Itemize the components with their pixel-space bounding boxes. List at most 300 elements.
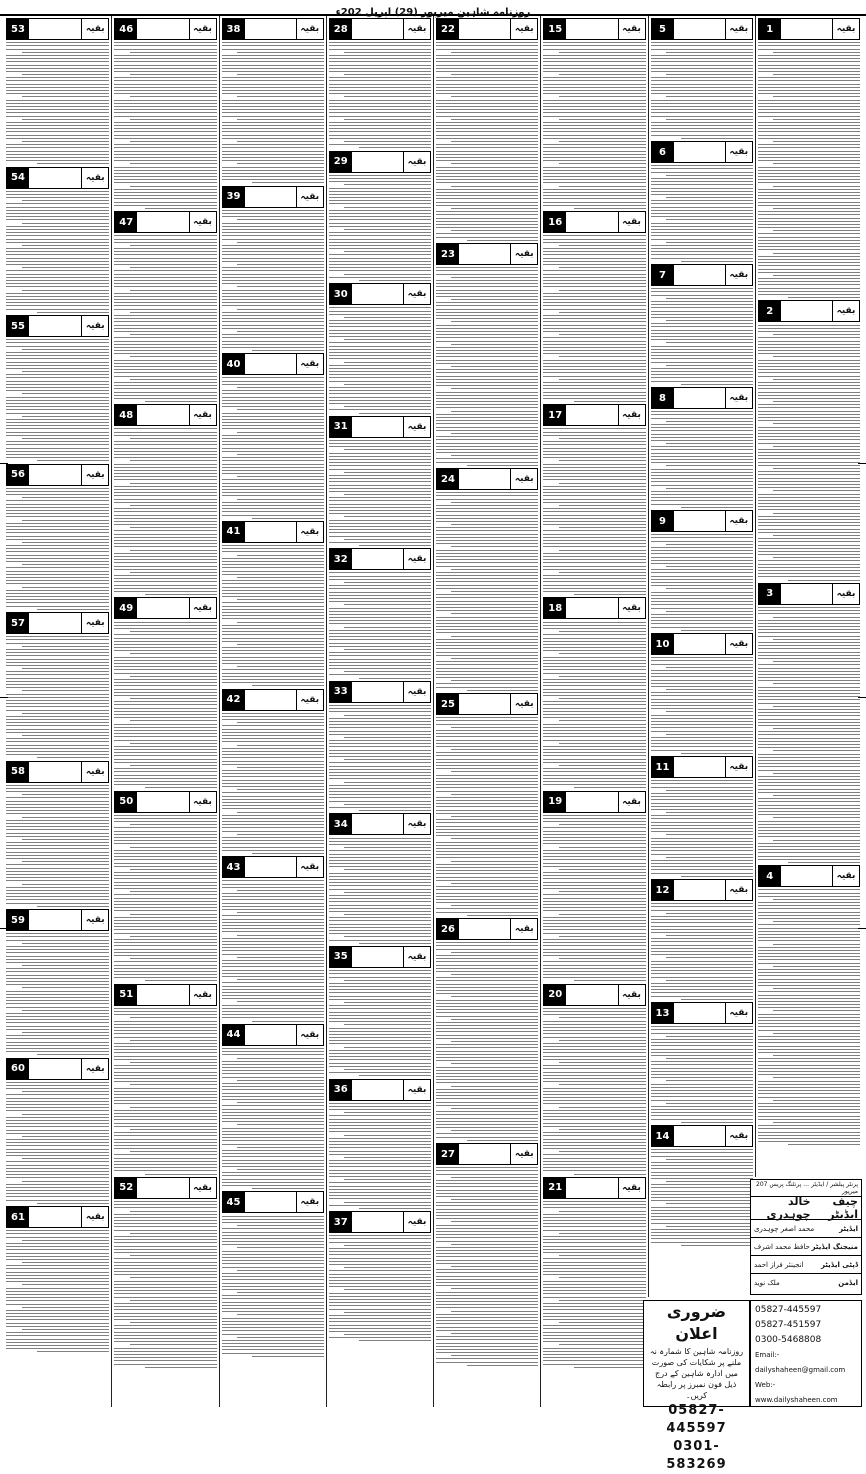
continuation-item <box>651 879 753 1000</box>
continuation-item <box>436 468 538 691</box>
continuation-item <box>543 984 645 1175</box>
body-text-lines <box>222 880 324 1021</box>
continuation-header <box>651 633 753 655</box>
item-label: بقیہ <box>832 301 859 321</box>
item-label: بقیہ <box>81 613 108 633</box>
item-number: 35 <box>330 947 352 967</box>
continuation-item <box>222 1191 324 1356</box>
item-number: 24 <box>437 469 459 489</box>
body-text-lines <box>543 622 645 789</box>
continuation-item <box>114 211 216 402</box>
item-number: 26 <box>437 919 459 939</box>
body-text-lines <box>758 325 860 581</box>
news-column <box>540 16 647 1407</box>
body-text-lines <box>543 1008 645 1175</box>
notice-body: روزنامہ شاہین کا شمارہ نہ ملنے پر شکایات کی صورت میں ادارہ شاہین کے درج ذیل فون نمبرز پر رابطہ کریں۔ <box>649 1347 744 1400</box>
continuation-header <box>329 548 431 570</box>
body-text-lines <box>329 175 431 281</box>
body-text-lines <box>329 1103 431 1209</box>
continuation-header <box>6 1058 109 1080</box>
continuation-header <box>651 387 753 409</box>
body-text-lines <box>222 377 324 518</box>
item-label: بقیہ <box>403 1212 430 1232</box>
continuation-item <box>543 18 645 209</box>
item-number: 51 <box>115 985 137 1005</box>
continuation-item <box>6 1206 109 1352</box>
item-label: بقیہ <box>296 857 323 877</box>
continuation-header <box>436 693 538 715</box>
body-text-lines <box>651 1149 753 1246</box>
item-label: بقیہ <box>510 244 537 264</box>
item-number: 29 <box>330 152 352 172</box>
continuation-item <box>114 18 216 209</box>
item-label: بقیہ <box>403 152 430 172</box>
item-label: بقیہ <box>81 1207 108 1227</box>
item-number: 32 <box>330 549 352 569</box>
body-text-lines <box>6 42 109 164</box>
item-number: 10 <box>652 634 674 654</box>
item-label: بقیہ <box>510 469 537 489</box>
continuation-header <box>114 984 216 1006</box>
item-label: بقیہ <box>618 212 645 232</box>
item-label: بقیہ <box>725 511 752 531</box>
body-text-lines <box>436 267 538 466</box>
item-number: 12 <box>652 880 674 900</box>
continuation-item <box>651 264 753 385</box>
credits-name: ملک نوید <box>754 1278 780 1287</box>
item-label: بقیہ <box>618 985 645 1005</box>
continuation-header <box>543 597 645 619</box>
continuation-header <box>329 416 431 438</box>
item-label: بقیہ <box>81 465 108 485</box>
item-label: بقیہ <box>189 985 216 1005</box>
item-number: 5 <box>652 19 674 39</box>
item-label: بقیہ <box>296 354 323 374</box>
continuation-header <box>222 1024 324 1046</box>
continuation-header <box>758 583 860 605</box>
item-number: 49 <box>115 598 137 618</box>
body-text-lines <box>329 838 431 944</box>
body-text-lines <box>6 191 109 313</box>
body-text-lines <box>651 288 753 385</box>
item-number: 54 <box>7 168 29 188</box>
item-label: بقیہ <box>189 1178 216 1198</box>
continuation-item <box>543 597 645 788</box>
credits-name: انجینئر فراز احمد <box>754 1260 804 1269</box>
continuation-item <box>114 597 216 788</box>
item-label: بقیہ <box>618 19 645 39</box>
continuation-item <box>114 791 216 982</box>
body-text-lines <box>114 622 216 789</box>
credits-intro: پرنٹر پبلشر / ایڈیٹر … پرنٹنگ پریس 207 میرپور <box>751 1180 861 1197</box>
credits-role: ڈپٹی ایڈیٹر <box>820 1260 858 1269</box>
body-text-lines <box>222 1216 324 1357</box>
credits-name: خالد چوہدری <box>766 1195 811 1221</box>
item-number: 1 <box>759 19 781 39</box>
masthead <box>0 0 866 16</box>
item-number: 55 <box>7 316 29 336</box>
body-text-lines <box>222 545 324 686</box>
body-text-lines <box>436 942 538 1141</box>
body-text-lines <box>543 1201 645 1368</box>
item-number: 42 <box>223 690 245 710</box>
body-text-lines <box>329 1235 431 1341</box>
body-text-lines <box>543 428 645 595</box>
continuation-item <box>222 1024 324 1189</box>
item-label: بقیہ <box>296 187 323 207</box>
continuation-header <box>329 813 431 835</box>
credits-role: ایڈیٹر <box>839 1224 858 1233</box>
continuation-header <box>436 468 538 490</box>
cut-mark <box>0 463 8 464</box>
item-label: بقیہ <box>725 1003 752 1023</box>
item-number: 15 <box>544 19 566 39</box>
continuation-item <box>329 681 431 811</box>
item-number: 17 <box>544 405 566 425</box>
body-text-lines <box>651 780 753 877</box>
item-number: 44 <box>223 1025 245 1045</box>
continuation-item <box>329 283 431 413</box>
continuation-header <box>543 404 645 426</box>
item-label: بقیہ <box>725 757 752 777</box>
continuation-item <box>436 18 538 241</box>
cut-mark <box>858 928 866 929</box>
item-number: 6 <box>652 142 674 162</box>
item-number: 45 <box>223 1192 245 1212</box>
continuation-item <box>758 865 860 1145</box>
continuation-item <box>329 946 431 1076</box>
continuation-item <box>758 18 860 298</box>
item-number: 33 <box>330 682 352 702</box>
continuation-item <box>222 18 324 183</box>
item-label: بقیہ <box>296 690 323 710</box>
body-text-lines <box>436 717 538 916</box>
editorial-credits <box>750 1179 862 1295</box>
continuation-item <box>114 1177 216 1368</box>
continuation-header <box>6 315 109 337</box>
item-label: بقیہ <box>832 584 859 604</box>
item-label: بقیہ <box>725 142 752 162</box>
body-text-lines <box>6 933 109 1055</box>
continuation-item <box>758 300 860 580</box>
continuation-item <box>222 353 324 518</box>
continuation-item <box>651 387 753 508</box>
news-column <box>326 16 433 1407</box>
continuation-item <box>329 813 431 943</box>
item-number: 59 <box>7 910 29 930</box>
news-column <box>111 16 218 1407</box>
continuation-header <box>651 141 753 163</box>
continuation-header <box>6 18 109 40</box>
item-label: بقیہ <box>189 598 216 618</box>
body-text-lines <box>651 534 753 631</box>
item-label: بقیہ <box>81 316 108 336</box>
credits-row <box>751 1274 861 1291</box>
continuation-item <box>436 918 538 1141</box>
continuation-item <box>651 510 753 631</box>
continuation-header <box>6 761 109 783</box>
continuation-header <box>114 597 216 619</box>
item-number: 2 <box>759 301 781 321</box>
item-number: 22 <box>437 19 459 39</box>
credits-name: حافظ محمد اشرف <box>754 1242 810 1251</box>
body-text-lines <box>114 235 216 402</box>
continuation-item <box>329 1079 431 1209</box>
item-number: 60 <box>7 1059 29 1079</box>
continuation-header <box>114 18 216 40</box>
item-number: 11 <box>652 757 674 777</box>
item-label: بقیہ <box>403 814 430 834</box>
continuation-header <box>222 186 324 208</box>
item-number: 16 <box>544 212 566 232</box>
body-text-lines <box>6 339 109 461</box>
continuation-header <box>436 18 538 40</box>
item-number: 19 <box>544 792 566 812</box>
contact-box <box>750 1300 862 1407</box>
continuation-item <box>543 1177 645 1368</box>
news-column <box>433 16 540 1407</box>
body-text-lines <box>222 42 324 183</box>
continuation-header <box>758 18 860 40</box>
notice-phone: 05827-445597 <box>666 1403 727 1436</box>
item-label: بقیہ <box>403 947 430 967</box>
continuation-item <box>543 404 645 595</box>
item-label: بقیہ <box>510 19 537 39</box>
continuation-header <box>329 681 431 703</box>
credits-role: ایڈمن <box>838 1278 858 1287</box>
contact-email: Email:- dailyshaheen@gmail.com <box>755 1351 846 1374</box>
body-text-lines <box>222 713 324 854</box>
continuation-header <box>543 791 645 813</box>
continuation-header <box>543 18 645 40</box>
continuation-item <box>6 464 109 610</box>
continuation-header <box>222 18 324 40</box>
continuation-header <box>329 283 431 305</box>
item-number: 39 <box>223 187 245 207</box>
continuation-item <box>6 167 109 313</box>
continuation-item <box>222 856 324 1021</box>
item-number: 36 <box>330 1080 352 1100</box>
item-label: بقیہ <box>296 19 323 39</box>
body-text-lines <box>114 1201 216 1368</box>
continuation-item <box>6 18 109 164</box>
masthead-date: روزنامہ شاہین میرپور (29) اپریل 202ء <box>335 7 531 18</box>
item-number: 4 <box>759 866 781 886</box>
item-number: 28 <box>330 19 352 39</box>
credits-row <box>751 1220 861 1238</box>
continuation-item <box>6 761 109 907</box>
item-label: بقیہ <box>403 284 430 304</box>
body-text-lines <box>6 636 109 758</box>
continuation-header <box>543 1177 645 1199</box>
credits-name: محمد اصغر چوہدری <box>754 1224 815 1233</box>
continuation-header <box>543 211 645 233</box>
item-number: 40 <box>223 354 245 374</box>
credits-role: منیجنگ ایڈیٹر <box>811 1242 858 1251</box>
body-text-lines <box>651 903 753 1000</box>
continuation-header <box>436 918 538 940</box>
item-number: 37 <box>330 1212 352 1232</box>
continuation-header <box>114 1177 216 1199</box>
item-label: بقیہ <box>296 1192 323 1212</box>
continuation-header <box>6 464 109 486</box>
cut-mark <box>858 697 866 698</box>
continuation-header <box>222 353 324 375</box>
continuation-header <box>114 404 216 426</box>
item-number: 52 <box>115 1178 137 1198</box>
item-number: 61 <box>7 1207 29 1227</box>
body-text-lines <box>114 428 216 595</box>
credits-role: چیف ایڈیٹر <box>828 1195 858 1221</box>
continuation-header <box>758 300 860 322</box>
item-label: بقیہ <box>403 549 430 569</box>
continuation-item <box>222 521 324 686</box>
continuation-header <box>6 167 109 189</box>
item-number: 43 <box>223 857 245 877</box>
continuation-header <box>6 1206 109 1228</box>
cut-mark <box>0 697 8 698</box>
item-number: 53 <box>7 19 29 39</box>
item-label: بقیہ <box>618 598 645 618</box>
item-label: بقیہ <box>189 212 216 232</box>
continuation-header <box>114 211 216 233</box>
item-number: 46 <box>115 19 137 39</box>
item-label: بقیہ <box>81 19 108 39</box>
item-label: بقیہ <box>510 919 537 939</box>
continuation-item <box>329 151 431 281</box>
notice-title: ضروری اعلان <box>666 1302 727 1343</box>
body-text-lines <box>329 307 431 413</box>
item-label: بقیہ <box>296 1025 323 1045</box>
item-number: 18 <box>544 598 566 618</box>
continuation-header <box>114 791 216 813</box>
contact-web: Web:- www.dailyshaheen.com <box>755 1381 838 1404</box>
body-text-lines <box>543 815 645 982</box>
item-number: 23 <box>437 244 459 264</box>
continuation-header <box>651 18 753 40</box>
continuation-item <box>651 141 753 262</box>
body-text-lines <box>436 492 538 691</box>
cut-mark <box>0 928 8 929</box>
continuation-header <box>329 946 431 968</box>
continuation-item <box>6 1058 109 1204</box>
item-number: 50 <box>115 792 137 812</box>
continuation-item <box>329 548 431 678</box>
continuation-header <box>651 1125 753 1147</box>
item-number: 8 <box>652 388 674 408</box>
item-label: بقیہ <box>725 265 752 285</box>
item-label: بقیہ <box>725 388 752 408</box>
body-text-lines <box>329 42 431 148</box>
continuation-header <box>651 1002 753 1024</box>
body-text-lines <box>436 1167 538 1366</box>
item-number: 30 <box>330 284 352 304</box>
item-number: 58 <box>7 762 29 782</box>
continuation-header <box>651 510 753 532</box>
body-text-lines <box>758 42 860 298</box>
item-label: بقیہ <box>618 792 645 812</box>
continuation-item <box>651 1002 753 1123</box>
contact-phone: 0300-5468808 <box>755 1335 822 1345</box>
item-number: 13 <box>652 1003 674 1023</box>
body-text-lines <box>758 607 860 863</box>
body-text-lines <box>114 1008 216 1175</box>
item-number: 7 <box>652 265 674 285</box>
continuation-item <box>222 186 324 351</box>
continuation-header <box>329 151 431 173</box>
continuation-item <box>651 1125 753 1246</box>
continuation-header <box>6 909 109 931</box>
continuation-header <box>651 756 753 778</box>
item-label: بقیہ <box>189 19 216 39</box>
body-text-lines <box>543 235 645 402</box>
continuation-item <box>651 756 753 877</box>
item-label: بقیہ <box>725 880 752 900</box>
item-label: بقیہ <box>725 19 752 39</box>
item-number: 3 <box>759 584 781 604</box>
item-label: بقیہ <box>510 1144 537 1164</box>
body-text-lines <box>222 1048 324 1189</box>
body-text-lines <box>329 705 431 811</box>
item-number: 25 <box>437 694 459 714</box>
item-number: 21 <box>544 1178 566 1198</box>
item-label: بقیہ <box>403 417 430 437</box>
body-text-lines <box>114 815 216 982</box>
body-text-lines <box>114 42 216 209</box>
continuation-item <box>436 1143 538 1366</box>
item-label: بقیہ <box>81 168 108 188</box>
cut-mark <box>858 463 866 464</box>
continuation-header <box>436 243 538 265</box>
item-number: 9 <box>652 511 674 531</box>
item-label: بقیہ <box>296 522 323 542</box>
continuation-item <box>114 404 216 595</box>
item-label: بقیہ <box>189 405 216 425</box>
continuation-item <box>222 689 324 854</box>
body-text-lines <box>6 1230 109 1352</box>
body-text-lines <box>222 210 324 351</box>
body-text-lines <box>651 411 753 508</box>
credits-row <box>751 1238 861 1256</box>
notice-phone: 0301-583269 <box>666 1439 727 1472</box>
item-label: بقیہ <box>725 634 752 654</box>
body-text-lines <box>436 42 538 241</box>
continuation-item <box>651 633 753 754</box>
item-label: بقیہ <box>403 19 430 39</box>
continuation-header <box>543 984 645 1006</box>
body-text-lines <box>329 572 431 678</box>
continuation-item <box>543 791 645 982</box>
body-text-lines <box>329 440 431 546</box>
news-column <box>4 16 111 1407</box>
continuation-item <box>436 693 538 916</box>
continuation-item <box>6 315 109 461</box>
body-text-lines <box>651 42 753 139</box>
news-column <box>219 16 326 1407</box>
continuation-item <box>543 211 645 402</box>
continuation-item <box>329 18 431 148</box>
item-label: بقیہ <box>510 694 537 714</box>
item-number: 41 <box>223 522 245 542</box>
item-number: 48 <box>115 405 137 425</box>
item-label: بقیہ <box>81 910 108 930</box>
news-column <box>648 16 755 1297</box>
continuation-header <box>329 1211 431 1233</box>
item-label: بقیہ <box>189 792 216 812</box>
continuation-header <box>6 612 109 634</box>
item-number: 47 <box>115 212 137 232</box>
continuation-header <box>222 689 324 711</box>
